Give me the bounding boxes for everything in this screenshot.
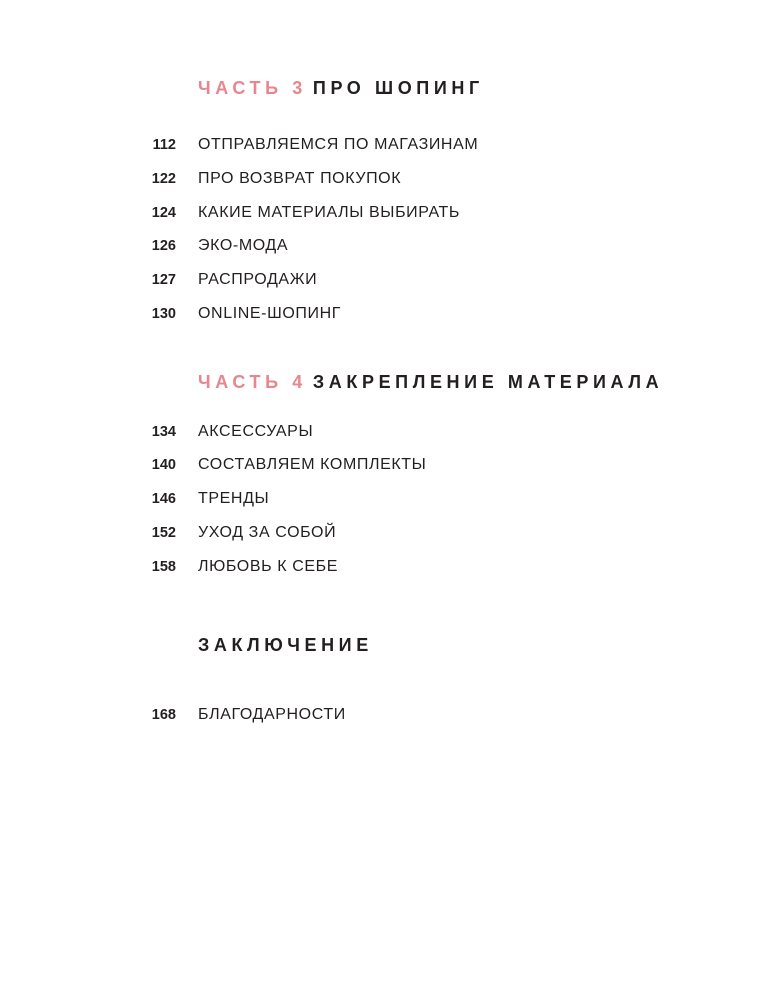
toc-entry[interactable]	[0, 302, 761, 326]
toc-chapter-title: КАКИЕ МАТЕРИАЛЫ ВЫБИРАТЬ	[198, 204, 460, 221]
toc-chapter-title: ОТПРАВЛЯЕМСЯ ПО МАГАЗИНАМ	[198, 136, 479, 153]
part-4-title: ЗАКРЕПЛЕНИЕ МАТЕРИАЛА	[312, 372, 664, 392]
part-4-heading	[198, 373, 663, 391]
toc-page-number: 134	[151, 424, 176, 440]
toc-chapter-title: ПРО ВОЗВРАТ ПОКУПОК	[198, 170, 402, 187]
toc-entry[interactable]	[0, 133, 761, 157]
toc-chapter-title: ЭКО-МОДА	[198, 237, 289, 254]
toc-chapter-title: УХОД ЗА СОБОЙ	[198, 524, 337, 541]
toc-entry[interactable]	[0, 703, 761, 727]
toc-entry[interactable]	[0, 521, 761, 545]
part-3-heading	[198, 79, 484, 97]
toc-chapter-title: ЛЮБОВЬ К СЕБЕ	[198, 558, 339, 575]
toc-chapter-title: АКСЕССУАРЫ	[198, 423, 314, 440]
part-3-title: ПРО ШОПИНГ	[312, 78, 484, 98]
toc-page-number: 126	[151, 238, 176, 254]
part-4-label: ЧАСТЬ 4	[198, 372, 307, 392]
toc-page-number: 152	[151, 525, 176, 541]
toc-page-number: 140	[151, 457, 176, 473]
toc-chapter-title: БЛАГОДАРНОСТИ	[198, 706, 346, 723]
toc-entry[interactable]	[0, 201, 761, 225]
toc-entry[interactable]	[0, 268, 761, 292]
toc-entry[interactable]	[0, 234, 761, 258]
toc-page-number: 168	[151, 707, 176, 723]
toc-chapter-title: СОСТАВЛЯЕМ КОМПЛЕКТЫ	[198, 456, 427, 473]
toc-entry[interactable]	[0, 487, 761, 511]
toc-chapter-title: ONLINE-ШОПИНГ	[198, 305, 342, 322]
toc-entry[interactable]	[0, 555, 761, 579]
toc-entry[interactable]	[0, 167, 761, 191]
toc-page-number: 122	[151, 171, 176, 187]
part-3-label: ЧАСТЬ 3	[198, 78, 307, 98]
toc-page-number: 158	[151, 559, 176, 575]
toc-page-number: 112	[152, 137, 176, 153]
toc-entry[interactable]	[0, 420, 761, 444]
toc-entry[interactable]	[0, 453, 761, 477]
toc-chapter-title: РАСПРОДАЖИ	[198, 271, 318, 288]
toc-page-number: 127	[151, 272, 176, 288]
toc-page-number: 130	[151, 306, 176, 322]
conclusion-heading	[198, 636, 373, 654]
toc-chapter-title: ТРЕНДЫ	[198, 490, 270, 507]
conclusion-title: ЗАКЛЮЧЕНИЕ	[198, 635, 373, 655]
toc-page-number: 146	[151, 491, 176, 507]
toc-page-number: 124	[151, 205, 176, 221]
